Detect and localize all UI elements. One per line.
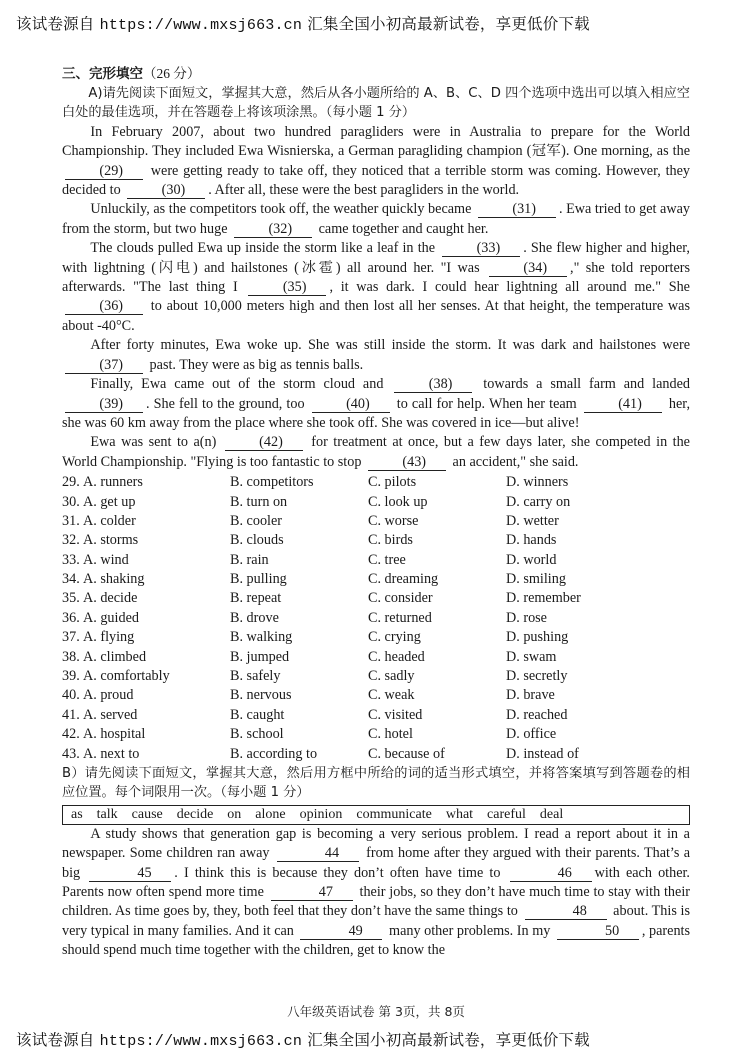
option-c[interactable]: C. birds [368,532,413,549]
answer-blank[interactable]: (33) [442,241,520,257]
banner-prefix: 该试卷源自 [16,1031,95,1049]
option-a[interactable]: A. colder [83,512,136,529]
passage-paragraph: Ewa was sent to a(n) (42) for treatment at once, but a few days later, she competed in the World Championship. "Flying is too fantastic to stop (43) an accident," she said. [62,434,690,470]
option-b[interactable]: B. according to [230,745,318,762]
question-number: 40. [62,687,80,704]
question-number: 39. [62,668,80,685]
answer-blank[interactable]: 44 [277,846,359,862]
word-bank-item: on [227,807,242,823]
option-c[interactable]: C. pilots [368,474,417,491]
option-a[interactable]: A. next to [83,745,140,762]
word-bank-item: careful [487,807,526,823]
option-a[interactable]: A. storms [83,532,139,549]
option-a[interactable]: A. decide [83,590,138,607]
question-row [62,706,690,725]
option-a[interactable]: A. flying [83,629,135,646]
answer-blank[interactable]: 49 [300,924,382,940]
answer-blank[interactable]: (40) [312,397,390,413]
banner-url-link[interactable]: https://www.mxsj663.cn [99,1033,303,1050]
answer-blank[interactable]: (35) [248,280,326,296]
answer-blank[interactable]: (37) [65,358,143,374]
option-a[interactable]: A. hospital [83,726,146,743]
option-c[interactable]: C. visited [368,706,423,723]
question-row [62,667,690,686]
word-bank-item: decide [176,807,214,823]
word-bank-item: communicate [356,807,432,823]
banner-url-link[interactable]: https://www.mxsj663.cn [99,17,303,34]
question-number: 36. [62,609,80,626]
part-b-instructions: B）请先阅读下面短文，掌握其大意，然后用方框中所给的词的适当形式填空，并将答案填写到答题卷的相应位置。每个词限用一次。（每小题 1 分） [62,765,690,801]
question-row [62,551,690,570]
option-d[interactable]: D. secretly [506,668,568,685]
question-number: 35. [62,590,80,607]
option-d[interactable]: D. winners [506,474,569,491]
option-c[interactable]: C. dreaming [368,571,439,588]
option-d[interactable]: D. smiling [506,571,566,588]
option-d[interactable]: D. remember [506,590,581,607]
passage-paragraph: After forty minutes, Ewa woke up. She was still inside the storm. It was dark and hailstones were (37) past. They were as big as tennis balls. [62,336,690,375]
question-number: 38. [62,648,80,665]
question-row [62,570,690,589]
option-d[interactable]: D. pushing [506,629,569,646]
question-row [62,493,690,512]
passage-paragraph: Finally, Ewa came out of the storm cloud and (38) towards a small farm and landed (39) . She fell to the ground, too (40) to call for help. When her team (41) her, she was 60 km away from the place where she took off. She was covered in ice—but alive! [62,376,690,431]
question-number: 32. [62,532,80,549]
word-bank-item: as [71,807,83,823]
option-b[interactable]: B. competitors [230,474,314,491]
question-row [62,628,690,647]
option-d[interactable]: D. instead of [506,745,579,762]
option-c[interactable]: C. worse [368,512,419,529]
option-a[interactable]: A. served [83,706,138,723]
question-number: 33. [62,551,80,568]
question-row [62,589,690,608]
question-number: 30. [62,493,80,510]
option-c[interactable]: C. because of [368,745,445,762]
option-a[interactable]: A. wind [83,551,129,568]
option-b[interactable]: B. walking [230,629,293,646]
part-b-passage [62,825,690,961]
option-b[interactable]: B. pulling [230,571,287,588]
passage-paragraph: In February 2007, about two hundred paragliders were in Australia to prepare for the World Championship. They included Ewa Wisnierska, a German paragliding champion (冠军). One morning, as the (29) were getting ready to take off, they noticed that a terrible storm was coming. However, they decided to (30) . After all, these were the best paragliders in the world. [62,123,690,199]
question-number: 37. [62,629,80,646]
option-c[interactable]: C. tree [368,551,406,568]
question-row [62,686,690,705]
option-c[interactable]: C. crying [368,629,421,646]
answer-blank[interactable]: (29) [65,164,143,180]
option-a[interactable]: A. get up [83,493,136,510]
answer-blank[interactable]: (31) [478,202,556,218]
option-a[interactable]: A. proud [83,687,134,704]
question-number: 34. [62,571,80,588]
word-bank-item: what [445,807,474,823]
option-b[interactable]: B. clouds [230,532,284,549]
word-bank-item: opinion [299,807,343,823]
answer-blank[interactable]: (39) [65,397,143,413]
part-a-instructions: A)请先阅读下面短文，掌握其大意，然后从各小题所给的 A、B、C、D 四个选项中选出可以填入相应空白处的最佳选项，并在答题卷上将该项涂黑。（每小题 1 分） [62,86,690,121]
word-bank-item: cause [131,807,163,823]
answer-blank[interactable]: 45 [89,866,171,882]
word-bank-item: alone [255,807,286,823]
option-b[interactable]: B. repeat [230,590,282,607]
option-c[interactable]: C. returned [368,609,432,626]
question-number: 41. [62,706,80,723]
answer-blank[interactable]: (42) [225,435,303,451]
source-banner-top [16,12,590,34]
option-a[interactable]: A. runners [83,474,143,491]
option-b[interactable]: B. turn on [230,493,288,510]
option-d[interactable]: D. swam [506,648,557,665]
option-d[interactable]: D. reached [506,706,568,723]
banner-suffix: 汇集全国小初高最新试卷，享更低价下载 [307,1031,590,1049]
question-row [62,725,690,744]
option-c[interactable]: C. hotel [368,726,413,743]
option-d[interactable]: D. world [506,551,557,568]
question-row [62,745,690,764]
question-row [62,512,690,531]
word-bank-item: talk [96,807,118,823]
option-c[interactable]: C. consider [368,590,433,607]
exam-page-content [62,64,690,961]
option-a[interactable]: A. climbed [83,648,147,665]
option-b[interactable]: B. caught [230,706,285,723]
answer-blank[interactable]: 50 [557,924,639,940]
passage-paragraph: A study shows that generation gap is becoming a very serious problem. I read a report about it in a newspaper. Some children ran away 44 from home after they argued with their parents. That’s a big 45 . I think this is because they don’t often have time to 46 with each other. Parents now often spend more time 47 their jobs, so they don’t have much time to stay with their children. As time goes by, they, both feel that they don’t have the same things to 48 about. This is very typical in many families. And it can 49 many other problems. In my 50 , parents should spend much time together with the children, get to know the [62,825,691,959]
option-d[interactable]: D. rose [506,609,547,626]
passage-paragraph: Unluckily, as the competitors took off, the weather quickly became (31) . Ewa tried to get away from the storm, but two huge (32) came together and caught her. [62,201,690,237]
section-title-text: 三、完形填空 [62,66,143,82]
page-footer: 八年级英语试卷 第 3页，共 8页 [287,1004,465,1019]
answer-blank[interactable]: (43) [368,455,446,471]
word-bank-item: deal [539,807,564,823]
question-row [62,609,690,628]
question-row [62,648,690,667]
option-c[interactable]: C. headed [368,648,425,665]
part-a-options [62,473,690,764]
option-d[interactable]: D. wetter [506,512,559,529]
option-a[interactable]: A. comfortably [83,668,170,685]
source-banner-bottom [16,1028,590,1050]
answer-blank[interactable]: (36) [65,299,143,315]
section-points: （26 分） [143,66,201,81]
passage-paragraph: The clouds pulled Ewa up inside the storm like a leaf in the (33) . She flew higher and higher, with lightning (闪电) and hailstones (冰雹) all around her. "I was (34) ," she told reporters afterwards. "The last thing I (35) , it was dark. I could hear lightning all around me." She (36) to about 10,000 meters high and then lost all her senses. At that height, the temperature was about -40°C. [62,240,690,334]
answer-blank[interactable]: (34) [489,261,567,277]
question-number: 42. [62,726,80,743]
section-title [62,64,690,84]
option-d[interactable]: D. hands [506,532,557,549]
option-b[interactable]: B. drove [230,609,279,626]
word-bank-box [62,805,690,825]
banner-suffix: 汇集全国小初高最新试卷，享更低价下载 [307,15,590,33]
answer-blank[interactable]: 47 [271,885,353,901]
option-b[interactable]: B. safely [230,668,281,685]
option-b[interactable]: B. jumped [230,648,290,665]
option-a[interactable]: A. guided [83,609,139,626]
question-number: 31. [62,512,80,529]
option-a[interactable]: A. shaking [83,571,145,588]
option-b[interactable]: B. rain [230,551,269,568]
answer-blank[interactable]: (32) [234,222,312,238]
option-b[interactable]: B. cooler [230,512,283,529]
question-number: 43. [62,745,80,762]
option-d[interactable]: D. brave [506,687,555,704]
question-row [62,473,690,492]
answer-blank[interactable]: 46 [510,866,592,882]
option-d[interactable]: D. carry on [506,493,571,510]
option-c[interactable]: C. weak [368,687,415,704]
option-c[interactable]: C. sadly [368,668,415,685]
option-c[interactable]: C. look up [368,493,428,510]
answer-blank[interactable]: (38) [394,377,472,393]
banner-prefix: 该试卷源自 [16,15,95,33]
question-row [62,531,690,550]
answer-blank[interactable]: (41) [584,397,662,413]
answer-blank[interactable]: 48 [525,904,607,920]
option-b[interactable]: B. school [230,726,284,743]
answer-blank[interactable]: (30) [127,183,205,199]
option-b[interactable]: B. nervous [230,687,292,704]
part-a-passage [62,123,690,472]
question-number: 29. [62,474,80,491]
option-d[interactable]: D. office [506,726,557,743]
